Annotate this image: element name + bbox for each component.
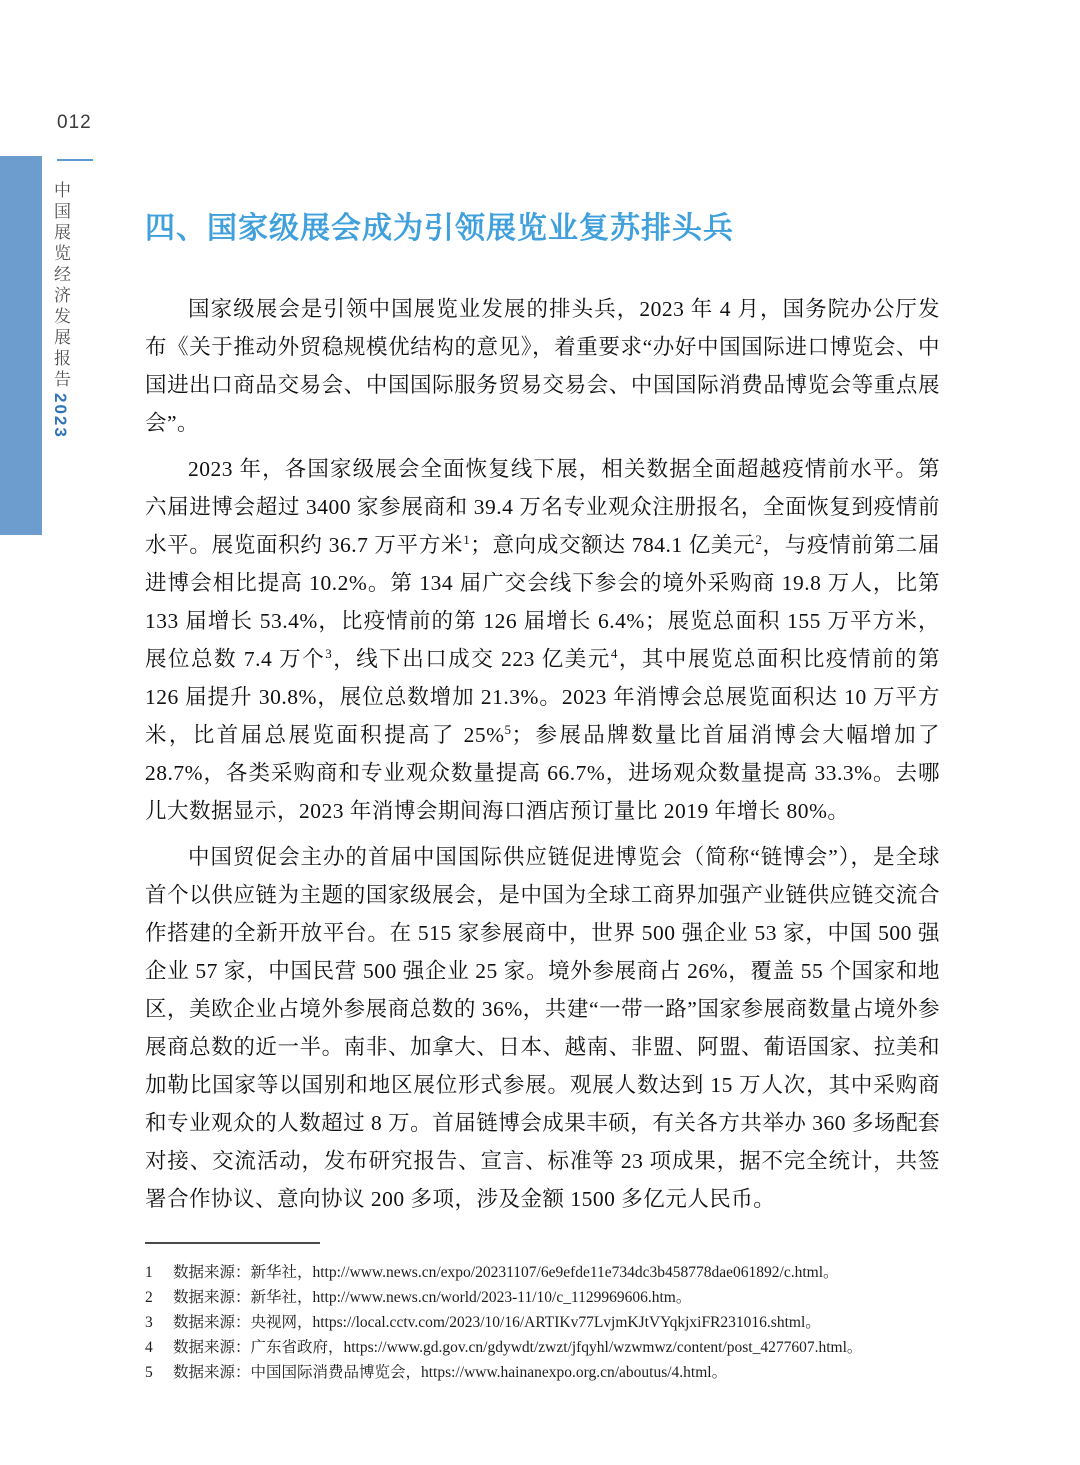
footnote-separator: [145, 1242, 320, 1244]
page-number: 012: [57, 112, 92, 133]
footnote-item: [145, 1285, 940, 1310]
paragraph-text: 国家级展会是引领中国展览业发展的排头兵，2023 年 4 月，国务院办公厅发布《关于推动外贸稳规模优结构的意见》，着重要求“办好中国国际进口博览会、中国进出口商品交易会、中国国际服务贸易交易会、中国国际消费品博览会等重点展会”。: [145, 297, 940, 435]
footnote-text: 数据来源：新华社，http://www.news.cn/expo/20231107/6e9efde11e734dc3b458778dae061892/c.html。: [173, 1264, 839, 1281]
footnote-text: 数据来源：中国国际消费品博览会，https://www.hainanexpo.org.cn/aboutus/4.html。: [173, 1364, 728, 1381]
footnote-item: [145, 1260, 940, 1285]
footnote-ref: 4: [610, 645, 618, 661]
footnote-item: [145, 1335, 940, 1360]
sidebar-blue-band: [0, 156, 42, 535]
paragraph-text: ，其中展览总面积比疫情前的第 126 届提升 30.8%，展位总数增加 21.3%。2023 年消博会总展览面积达 10 万平方米，比首届总展览面积提高了 25%: [145, 647, 940, 747]
footnote-number: 2: [145, 1289, 153, 1306]
footnote-number: 3: [145, 1314, 153, 1331]
paragraph-text: ；参展品牌数量比首届消博会大幅增加了 28.7%，各类采购商和专业观众数量提高 66.7%，进场观众数量提高 33.3%。去哪儿大数据显示，2023 年消博会期间海口酒店预订量比 2019 年增长 80%。: [145, 723, 940, 823]
footnote-ref: 5: [504, 721, 512, 737]
paragraph: [145, 290, 940, 442]
paragraph: [145, 450, 940, 830]
paragraph-text: 2023 年，各国家级展会全面恢复线下展，相关数据全面超越疫情前水平。第六届进博会超过 3400 家参展商和 39.4 万名专业观众注册报名，全面恢复到疫情前水平。展览面积约 36.7 万平方米: [145, 457, 940, 557]
footnote-text: 数据来源：新华社，http://www.news.cn/world/2023-11/10/c_1129969606.htm。: [173, 1289, 692, 1306]
paragraph-text: ，线下出口成交 223 亿美元: [332, 647, 611, 671]
sidebar-report-year: 2023: [51, 393, 70, 439]
paragraph: [145, 838, 940, 1218]
paragraph-text: 中国贸促会主办的首届中国国际供应链促进博览会（简称“链博会”），是全球首个以供应链为主题的国家级展会，是中国为全球工商界加强产业链供应链交流合作搭建的全新开放平台。在 515 家参展商中，世界 500 强企业 53 家，中国 500 强企业 57 家，中国民营 500 强企业 25 家。境外参展商占 26%，覆盖 55 个国家和地区，美欧企业占境外参展商总数的 36%，共建“一带一路”国家参展商数量占境外参展商总数的近一半。南非、加拿大、日本、越南、非盟、阿盟、葡语国家、拉美和加勒比国家等以国别和地区展位形式参展。观展人数达到 15 万人次，其中采购商和专业观众的人数超过 8 万。首届链博会成果丰硕，有关各方共举办 360 多场配套对接、交流活动，发布研究报告、宣言、标准等 23 项成果，据不完全统计，共签署合作协议、意向协议 200 多项，涉及金额 1500 多亿元人民币。: [145, 845, 940, 1211]
sidebar-report-title: 中国展览经济发展报告: [51, 181, 70, 391]
body-paragraphs: [145, 290, 940, 1218]
footnote-number: 4: [145, 1339, 153, 1356]
paragraph-text: ，与疫情前第二届进博会相比提高 10.2%。第 134 届广交会线下参会的境外采购商 19.8 万人，比第 133 届增长 53.4%，比疫情前的第 126 届增长 6.4%；展览总面积 155 万平方米，展位总数 7.4 万个: [145, 533, 940, 671]
footnote-item: [145, 1360, 940, 1385]
footnote-item: [145, 1310, 940, 1335]
footnote-text: 数据来源：央视网，https://local.cctv.com/2023/10/16/ARTIKv77LvjmKJtVYqkjxiFR231016.shtml。: [173, 1314, 821, 1331]
section-heading: 四、国家级展会成为引领展览业复苏排头兵: [145, 212, 734, 245]
footnote-number: 5: [145, 1364, 153, 1381]
footnote-list: [145, 1260, 940, 1385]
footnote-text: 数据来源：广东省政府，https://www.gd.gov.cn/gdywdt/zwzt/jfqyhl/wzwmwz/content/post_4277607.html。: [173, 1339, 863, 1356]
footnote-ref: 2: [755, 531, 763, 547]
footnote-number: 1: [145, 1264, 153, 1281]
main-content: [145, 212, 940, 1385]
paragraph-text: ；意向成交额达 784.1 亿美元: [470, 533, 756, 557]
sidebar-vertical-title: [52, 181, 69, 439]
footnote-ref: 1: [463, 531, 471, 547]
footnote-ref: 3: [325, 645, 333, 661]
page-number-underline: [57, 159, 93, 161]
